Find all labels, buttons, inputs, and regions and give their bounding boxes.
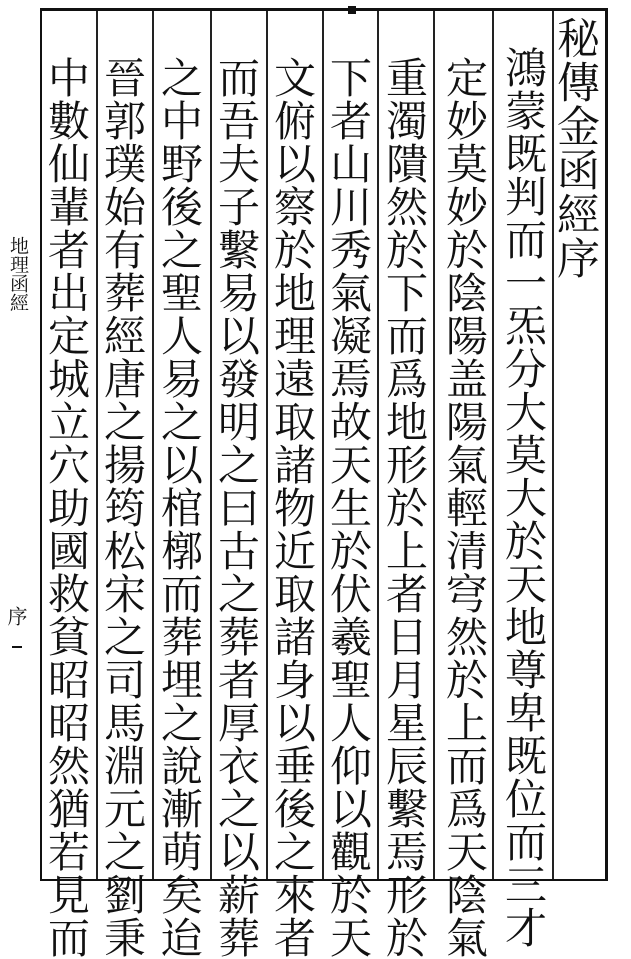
- page-title: 秘傳金函經序: [550, 16, 600, 280]
- text-column: 定妙莫妙於陰陽盖陽氣輕清穹然於上而爲天陰氣: [440, 56, 489, 959]
- text-column: 而吾夫子繫易以發明之曰古之葬者厚衣之以薪葬: [212, 56, 261, 959]
- text-column: 晉郭璞始有葬經唐之揚筠松宋之司馬淵元之劉秉: [98, 56, 147, 959]
- text-column: 中數仙輩者出定城立穴助國救貧昭昭然猶若見而: [42, 56, 91, 959]
- text-column: 鴻蒙既判而一炁分大莫大於天地尊卑既位而三才: [499, 46, 548, 949]
- block-corner-mark: [348, 6, 356, 14]
- text-column: 文俯以察於地理遠取諸物近取諸身以垂後之來者: [268, 56, 317, 959]
- margin-mark: [12, 646, 22, 648]
- margin-page-label: 序: [4, 606, 28, 626]
- text-column: 之中野後之聖人易之以棺槨而葬埋之說漸萌矣迨: [155, 56, 204, 959]
- text-column: 重濁隤然於下而爲地形於上者日月星辰繫焉形於: [380, 56, 429, 959]
- margin-book-title: 地理函經: [7, 236, 29, 312]
- frame-right-border: [605, 8, 608, 881]
- text-column: 下者山川秀氣凝焉故天生於伏羲聖人仰以觀於天: [324, 56, 373, 959]
